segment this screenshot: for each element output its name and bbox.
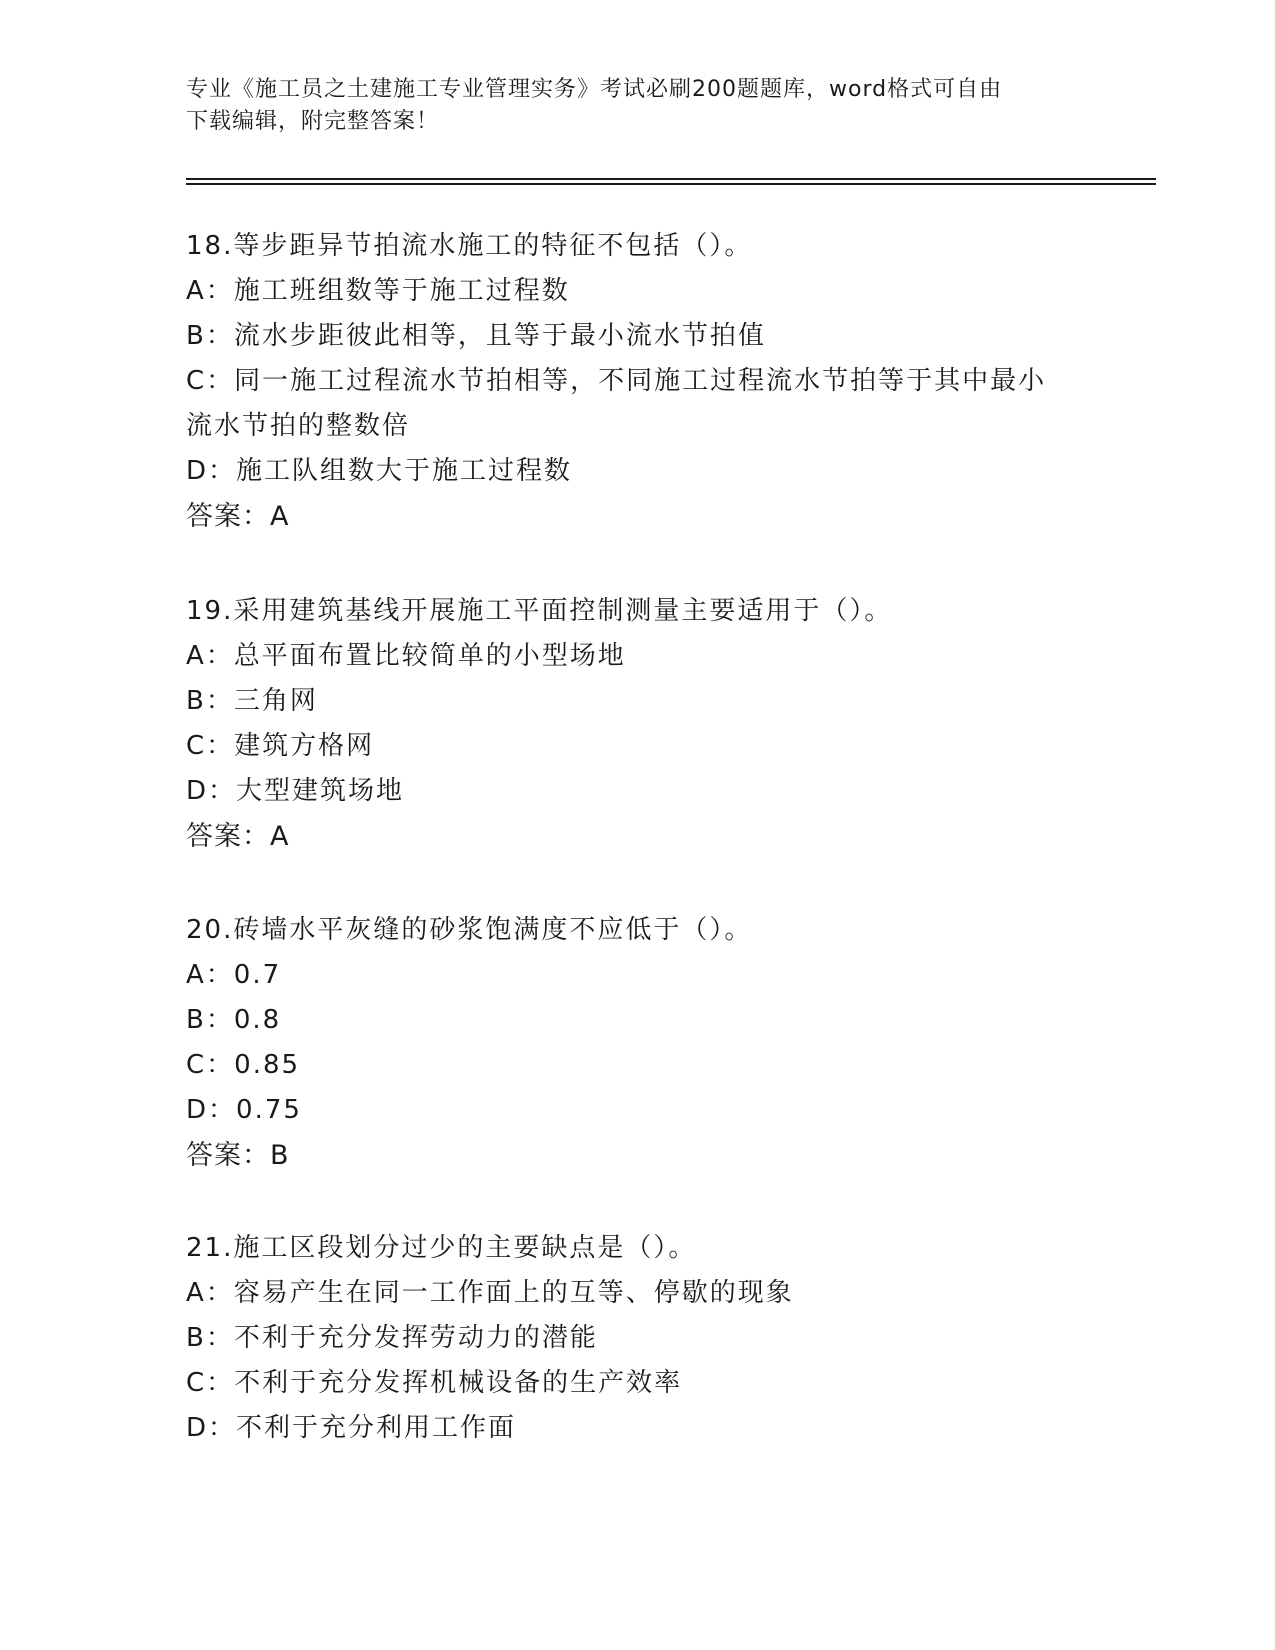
option-a: A：0.7 xyxy=(186,960,282,990)
header-double-rule xyxy=(186,178,1156,185)
option-b: B：不利于充分发挥劳动力的潜能 xyxy=(186,1323,598,1353)
option-c: C：0.85 xyxy=(186,1050,301,1080)
option-c: C：同一施工过程流水节拍相等，不同施工过程流水节拍等于其中最小 xyxy=(186,366,1047,396)
option-a: A：容易产生在同一工作面上的互等、停歇的现象 xyxy=(186,1278,794,1308)
option-d: D：大型建筑场地 xyxy=(186,776,405,806)
question-18 xyxy=(186,224,1086,539)
answer-text: 答案：A xyxy=(186,821,290,852)
option-b: B：三角网 xyxy=(186,686,318,716)
question-stem: 21.施工区段划分过少的主要缺点是（）。 xyxy=(186,1233,697,1263)
question-stem: 18.等步距异节拍流水施工的特征不包括（）。 xyxy=(186,231,753,261)
option-a: A：施工班组数等于施工过程数 xyxy=(186,276,570,306)
question-stem: 19.采用建筑基线开展施工平面控制测量主要适用于（）。 xyxy=(186,596,893,626)
answer-text: 答案：B xyxy=(186,1140,290,1171)
question-19 xyxy=(186,589,1086,859)
option-d: D：施工队组数大于施工过程数 xyxy=(186,456,573,486)
question-21 xyxy=(186,1226,1086,1451)
option-a: A：总平面布置比较简单的小型场地 xyxy=(186,641,626,671)
header-intro-line-1: 专业《施工员之土建施工专业管理实务》考试必刷200题题库，word格式可自由 xyxy=(186,77,1003,102)
question-stem: 20.砖墙水平灰缝的砂浆饱满度不应低于（）。 xyxy=(186,915,753,945)
option-c: C：不利于充分发挥机械设备的生产效率 xyxy=(186,1368,683,1398)
option-d: D：不利于充分利用工作面 xyxy=(186,1413,517,1443)
option-b: B：流水步距彼此相等，且等于最小流水节拍值 xyxy=(186,321,766,351)
option-d: D：0.75 xyxy=(186,1095,302,1125)
header-intro-line-2: 下载编辑，附完整答案！ xyxy=(186,109,440,134)
option-c: C：建筑方格网 xyxy=(186,731,375,761)
option-c-continued: 流水节拍的整数倍 xyxy=(186,411,411,441)
question-20 xyxy=(186,908,1086,1178)
document-header xyxy=(186,74,1066,138)
answer-text: 答案：A xyxy=(186,501,290,532)
option-b: B：0.8 xyxy=(186,1005,282,1035)
